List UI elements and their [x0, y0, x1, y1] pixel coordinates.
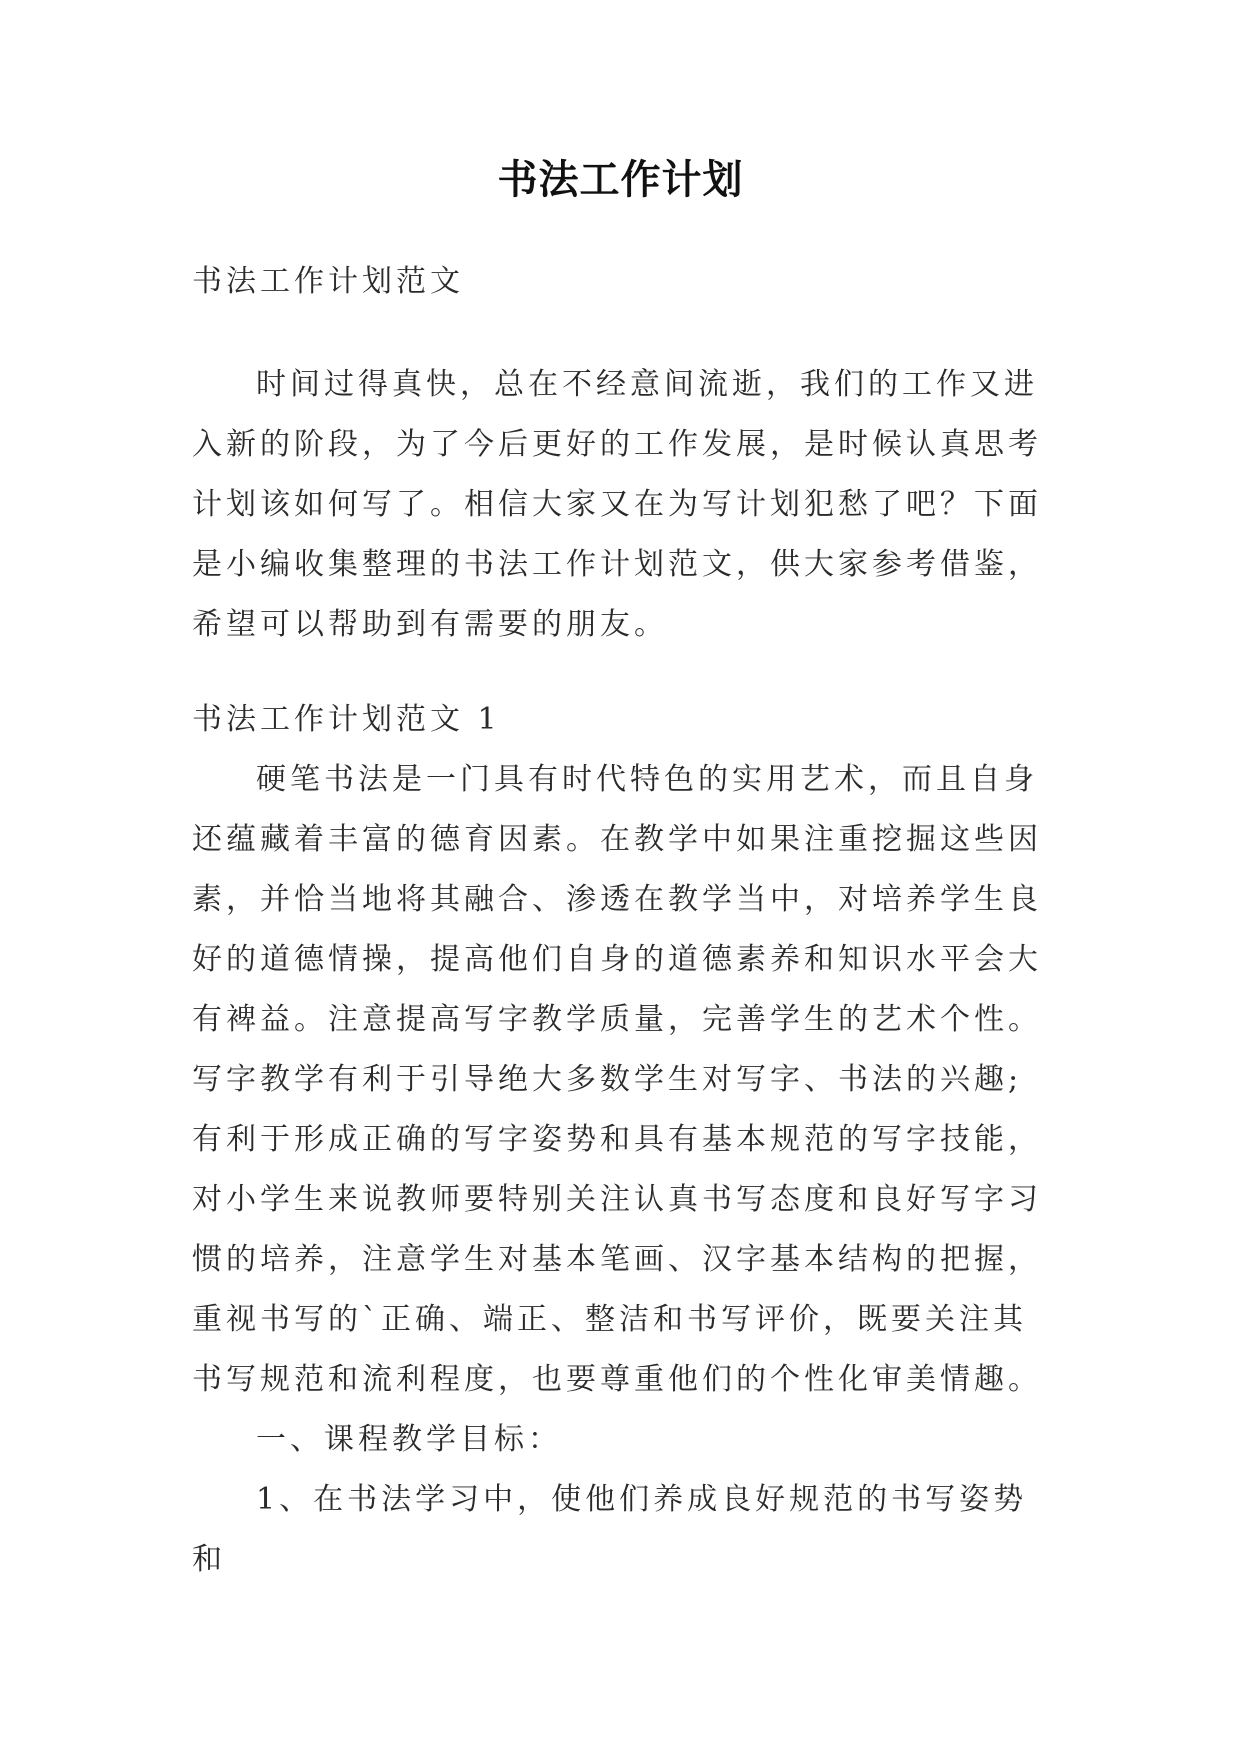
intro-block [192, 355, 1052, 655]
document-title: 书法工作计划 [497, 156, 744, 203]
document-subtitle: 书法工作计划范文 [192, 264, 464, 299]
subtitle-block [192, 252, 1052, 312]
section-body-paragraph: 硬笔书法是一门具有时代特色的实用艺术，而且自身还蕴藏着丰富的德育因素。在教学中如果注重挖掘这些因素，并恰当地将其融合、渗透在教学当中，对培养学生良好的道德情操，提高他们自身的道德素养和知识水平会大有裨益。注意提高写字教学质量，完善学生的艺术个性。写字教学有利于引导绝大多数学生对写字、书法的兴趣;有利于形成正确的写字姿势和具有基本规范的写字技能，对小学生来说教师要特别关注认真书写态度和良好写字习惯的培养，注意学生对基本笔画、汉字基本结构的把握，重视书写的`正确、端正、整洁和书写评价，既要关注其书写规范和流利程度，也要尊重他们的个性化审美情趣。 [192, 762, 1042, 1397]
section-1-block [192, 690, 1052, 1590]
objectives-heading: 一、课程教学目标： [256, 1422, 562, 1457]
section-heading: 书法工作计划范文 1 [192, 702, 501, 737]
objective-item-1: 1、在书法学习中，使他们养成良好规范的书写姿势和 [192, 1482, 1028, 1577]
intro-paragraph: 时间过得真快，总在不经意间流逝，我们的工作又进入新的阶段，为了今后更好的工作发展，是时候认真思考计划该如何写了。相信大家又在为写计划犯愁了吧？下面是小编收集整理的书法工作计划范文，供大家参考借鉴，希望可以帮助到有需要的朋友。 [192, 367, 1042, 642]
